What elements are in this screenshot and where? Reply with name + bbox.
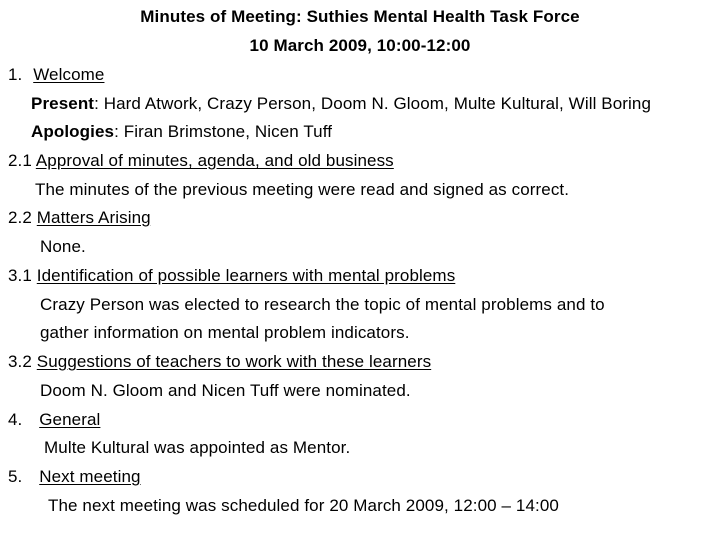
item-approval-heading: [8, 151, 394, 171]
item-number: 3.1: [8, 266, 32, 285]
item-body: The next meeting was scheduled for 20 March 2009, 12:00 – 14:00: [48, 496, 559, 515]
document-title: Minutes of Meeting: Suthies Mental Health Task Force: [140, 7, 580, 26]
item-body: Multe Kultural was appointed as Mentor.: [44, 438, 351, 457]
item-body-line: Crazy Person was elected to research the topic of mental problems and to: [40, 295, 605, 314]
item-suggestions-heading: [8, 352, 431, 372]
item-heading: Welcome: [33, 65, 105, 84]
item-body: The minutes of the previous meeting were read and signed as correct.: [35, 180, 570, 199]
item-number: 2.1: [8, 151, 32, 170]
present-text: : Hard Atwork, Crazy Person, Doom N. Gloom, Multe Kultural, Will Boring: [94, 94, 652, 113]
item-body-line: gather information on mental problem indicators.: [40, 323, 410, 342]
item-general-heading: [8, 410, 100, 430]
present-label: Present: [31, 94, 95, 113]
item-heading: Approval of minutes, agenda, and old business: [35, 151, 394, 170]
item-heading: Suggestions of teachers to work with these learners: [36, 352, 432, 371]
item-heading: Matters Arising: [36, 208, 151, 227]
item-heading: Identification of possible learners with mental problems: [36, 266, 456, 285]
item-identification-heading: [8, 266, 455, 286]
apologies-text: : Firan Brimstone, Nicen Tuff: [114, 122, 333, 141]
item-number: 3.2: [8, 352, 32, 371]
item-number: 2.2: [8, 208, 32, 227]
apologies-label: Apologies: [31, 122, 115, 141]
item-next-meeting-heading: [8, 467, 141, 487]
apologies-line: [31, 122, 332, 142]
item-body: None.: [40, 237, 86, 256]
item-heading: General: [39, 410, 101, 429]
item-welcome-heading: [8, 65, 104, 85]
item-matters-heading: [8, 208, 151, 228]
item-body: Doom N. Gloom and Nicen Tuff were nominated.: [40, 381, 411, 400]
item-number: 4.: [8, 410, 23, 429]
meeting-date-time: 10 March 2009, 10:00-12:00: [249, 36, 471, 55]
present-line: [31, 94, 651, 114]
item-number: 5.: [8, 467, 23, 486]
item-heading: Next meeting: [39, 467, 141, 486]
item-number: 1.: [8, 65, 23, 84]
